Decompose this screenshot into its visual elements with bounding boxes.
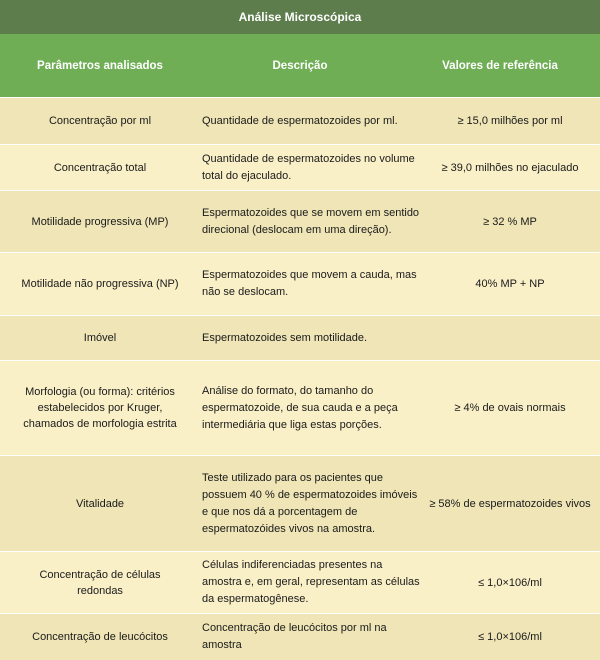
row-description: Quantidade de espermatozoides por ml. xyxy=(202,114,398,127)
row-description: Quantidade de espermatozoides no volume total do ejaculado. xyxy=(202,152,415,182)
row-description: Espermatozoides que movem a cauda, mas não se deslocam. xyxy=(202,269,417,298)
table-title-text: Análise Microscópica xyxy=(238,10,362,24)
table-row xyxy=(0,455,600,551)
row-param: Concentração por ml xyxy=(48,115,152,127)
row-reference: ≥ 32 % MP xyxy=(483,215,537,228)
header-description: Descrição xyxy=(272,59,328,72)
row-reference: ≤ 1,0×106/ml xyxy=(478,631,542,643)
table-row xyxy=(0,252,600,315)
row-param: Imóvel xyxy=(83,332,117,344)
row-description: Concentração de leucócitos por ml na amostra xyxy=(202,622,387,651)
row-reference: ≥ 58% de espermatozoides vivos xyxy=(429,497,591,510)
row-param: Concentração de leucócitos xyxy=(32,631,168,643)
row-reference: ≤ 1,0×106/ml xyxy=(478,576,542,589)
table-row xyxy=(0,97,600,144)
table-row xyxy=(0,613,600,660)
row-description: Espermatozoides que se movem em sentido direcional (deslocam em uma direção). xyxy=(202,206,420,236)
table-row xyxy=(0,190,600,252)
table-row xyxy=(0,315,600,360)
header-params: Parâmetros analisados xyxy=(37,59,163,72)
row-param: Concentração de células redondas xyxy=(39,568,161,597)
row-param: Motilidade não progressiva (NP) xyxy=(21,278,179,290)
row-reference: ≥ 4% de ovais normais xyxy=(454,402,566,414)
row-description: Análise do formato, do tamanho do espermatozoide, de sua cauda e a peça intermediária que liga estas porções. xyxy=(202,384,398,431)
row-reference: ≥ 15,0 milhões por ml xyxy=(457,115,563,127)
row-param: Morfologia (ou forma): critérios estabelecidos por Kruger, chamados de morfologia estrita xyxy=(23,386,177,430)
table-header xyxy=(0,34,600,97)
row-param: Motilidade progressiva (MP) xyxy=(31,215,169,228)
header-reference: Valores de referência xyxy=(442,59,558,72)
row-param: Concentração total xyxy=(53,161,147,174)
table-row xyxy=(0,144,600,190)
row-description: Células indiferenciadas presentes na amostra e, em geral, representam as células da espermatogênese. xyxy=(202,559,420,605)
row-reference: 40% MP + NP xyxy=(475,278,545,290)
row-reference: ≥ 39,0 milhões no ejaculado xyxy=(441,161,579,174)
table-row xyxy=(0,551,600,613)
table-title xyxy=(0,0,600,34)
table-row xyxy=(0,360,600,455)
row-description: Espermatozoides sem motilidade. xyxy=(202,331,368,344)
row-description: Teste utilizado para os pacientes que possuem 40 % de espermatozoides imóveis e que nos dá a porcentagem de espermatozóides vivos na amostra. xyxy=(202,471,418,535)
row-param: Vitalidade xyxy=(75,497,125,510)
